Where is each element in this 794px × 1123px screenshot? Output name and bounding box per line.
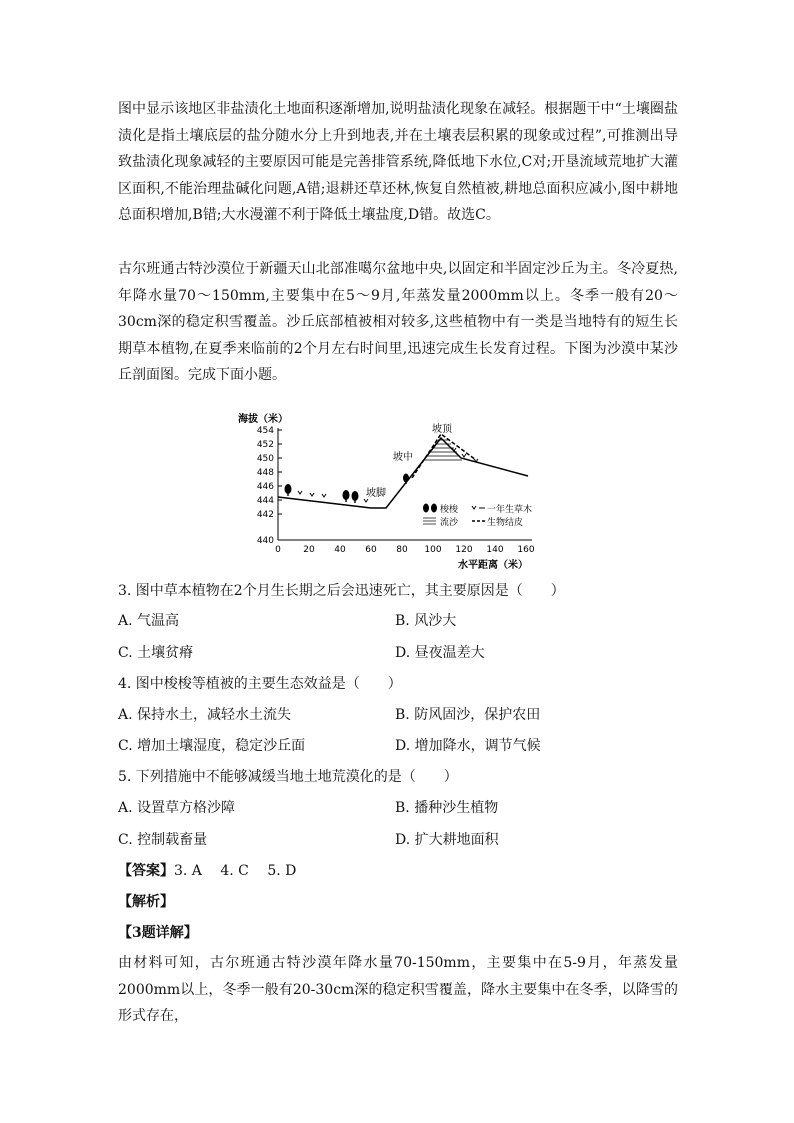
material-paragraph: 古尔班通古特沙漠位于新疆天山北部准噶尔盆地中央,以固定和半固定沙丘为主。冬冷夏热,年降水量70～150mm,主要集中在5～9月,年蒸发量2000mm以上。冬季一般有20～30cm深的稳定积雪覆盖。沙丘底部植被相对较多,这些植物中有一类是当地特有的短生长期草本植物,在夏季来临前的2个月左右时间里,迅速完成生长发育过程。下图为沙漠中某沙丘剖面图。完成下面小题。 bbox=[118, 261, 678, 383]
y-tick-446: 446 bbox=[256, 482, 274, 492]
question-4-option-b: B. 防风固沙，保护农田 bbox=[395, 707, 541, 723]
saxaul-trees bbox=[285, 474, 410, 504]
legend-crust: 生物结皮 bbox=[487, 518, 524, 528]
question-4-option-a: A. 保持水土，减轻水土流失 bbox=[118, 707, 292, 723]
detail-label: 【3题详解】 bbox=[118, 925, 198, 941]
question-4-option-c: C. 增加土壤湿度，稳定沙丘面 bbox=[118, 738, 306, 754]
question-4-stem: 4. 图中梭梭等植被的主要生态效益是（ ） bbox=[118, 676, 402, 692]
question-3-stem: 3. 图中草本植物在2个月生长期之后会迅速死亡，其主要原因是（ ） bbox=[118, 583, 565, 599]
question-5-option-d: D. 扩大耕地面积 bbox=[395, 832, 499, 848]
question-5-option-c: C. 控制载畜量 bbox=[118, 832, 208, 848]
y-axis-title: 海拔（米） bbox=[238, 414, 288, 425]
question-3-option-c: C. 土壤贫瘠 bbox=[118, 645, 194, 661]
answer-line bbox=[118, 861, 296, 881]
y-tick-444: 444 bbox=[256, 496, 274, 506]
x-tick-80: 80 bbox=[396, 545, 408, 555]
legend-grass: 一年生草木 bbox=[487, 505, 533, 515]
y-tick-450: 450 bbox=[256, 454, 274, 464]
x-tick-120: 120 bbox=[455, 545, 473, 555]
x-tick-0: 0 bbox=[275, 545, 281, 555]
x-tick-100: 100 bbox=[424, 545, 442, 555]
question-3-option-b: B. 风沙大 bbox=[395, 613, 457, 629]
question-4-option-d: D. 增加降水，调节气候 bbox=[395, 738, 541, 754]
y-tick-440: 440 bbox=[256, 536, 274, 546]
y-tick-442: 442 bbox=[256, 510, 274, 520]
x-tick-140: 140 bbox=[486, 545, 504, 555]
question-3-option-d: D. 昼夜温差大 bbox=[395, 645, 485, 661]
question-5-option-a: A. 设置草方格沙障 bbox=[118, 800, 236, 816]
x-tick-160: 160 bbox=[517, 545, 535, 555]
legend-tree: 梭梭 bbox=[440, 505, 459, 515]
previous-analysis-paragraph: 图中显示该地区非盐渍化土地面积逐渐增加,说明盐渍化现象在减轻。根据题干中“土壤圈盐渍化是指土壤底层的盐分随水分上升到地表,并在土壤表层积累的现象或过程”,可推测出导致盐渍化现象减轻的主要原因可能是完善排管系统,降低地下水位,C对;开垦流域荒地扩大灌区面积,不能治理盐碱化问题,A错;退耕还草还林,恢复自然植被,耕地总面积应减小,图中耕地总面积增加,B错;大水漫灌不利于降低土壤盐度,D错。故选C。 bbox=[118, 101, 678, 223]
detail-paragraph: 由材料可知，古尔班通古特沙漠年降水量70-150mm，主要集中在5-9月，年蒸发量2000mm以上，冬季一般有20-30cm深的稳定积雪覆盖，降水主要集中在冬季，以降雪的形式存在， bbox=[118, 955, 678, 1024]
legend-sand: 流沙 bbox=[440, 518, 459, 528]
question-5-option-b: B. 播种沙生植物 bbox=[395, 800, 499, 816]
question-3-option-a: A. 气温高 bbox=[118, 613, 180, 629]
figure-legend bbox=[423, 503, 532, 528]
x-tick-20: 20 bbox=[303, 545, 315, 555]
label-dune-top: 坡顶 bbox=[432, 424, 452, 435]
question-5-stem: 5. 下列措施中不能够减缓当地土地荒漠化的是（ ） bbox=[118, 769, 458, 785]
label-dune-middle: 坡中 bbox=[393, 452, 413, 463]
sand-dune-profile-figure bbox=[236, 404, 546, 576]
y-tick-454: 454 bbox=[256, 426, 274, 436]
x-axis-title: 水平距离（米） bbox=[458, 560, 528, 571]
y-tick-452: 452 bbox=[256, 440, 274, 450]
analysis-label: 【解析】 bbox=[118, 894, 174, 910]
answer-text: 3. A 4. C 5. D bbox=[174, 863, 297, 879]
answer-label: 【答案】 bbox=[118, 863, 174, 879]
y-tick-448: 448 bbox=[256, 468, 274, 478]
label-dune-foot: 坡脚 bbox=[366, 488, 386, 499]
dune-profile-line bbox=[278, 438, 528, 508]
x-tick-60: 60 bbox=[365, 545, 377, 555]
x-tick-40: 40 bbox=[334, 545, 346, 555]
x-axis-ticks bbox=[275, 545, 535, 555]
